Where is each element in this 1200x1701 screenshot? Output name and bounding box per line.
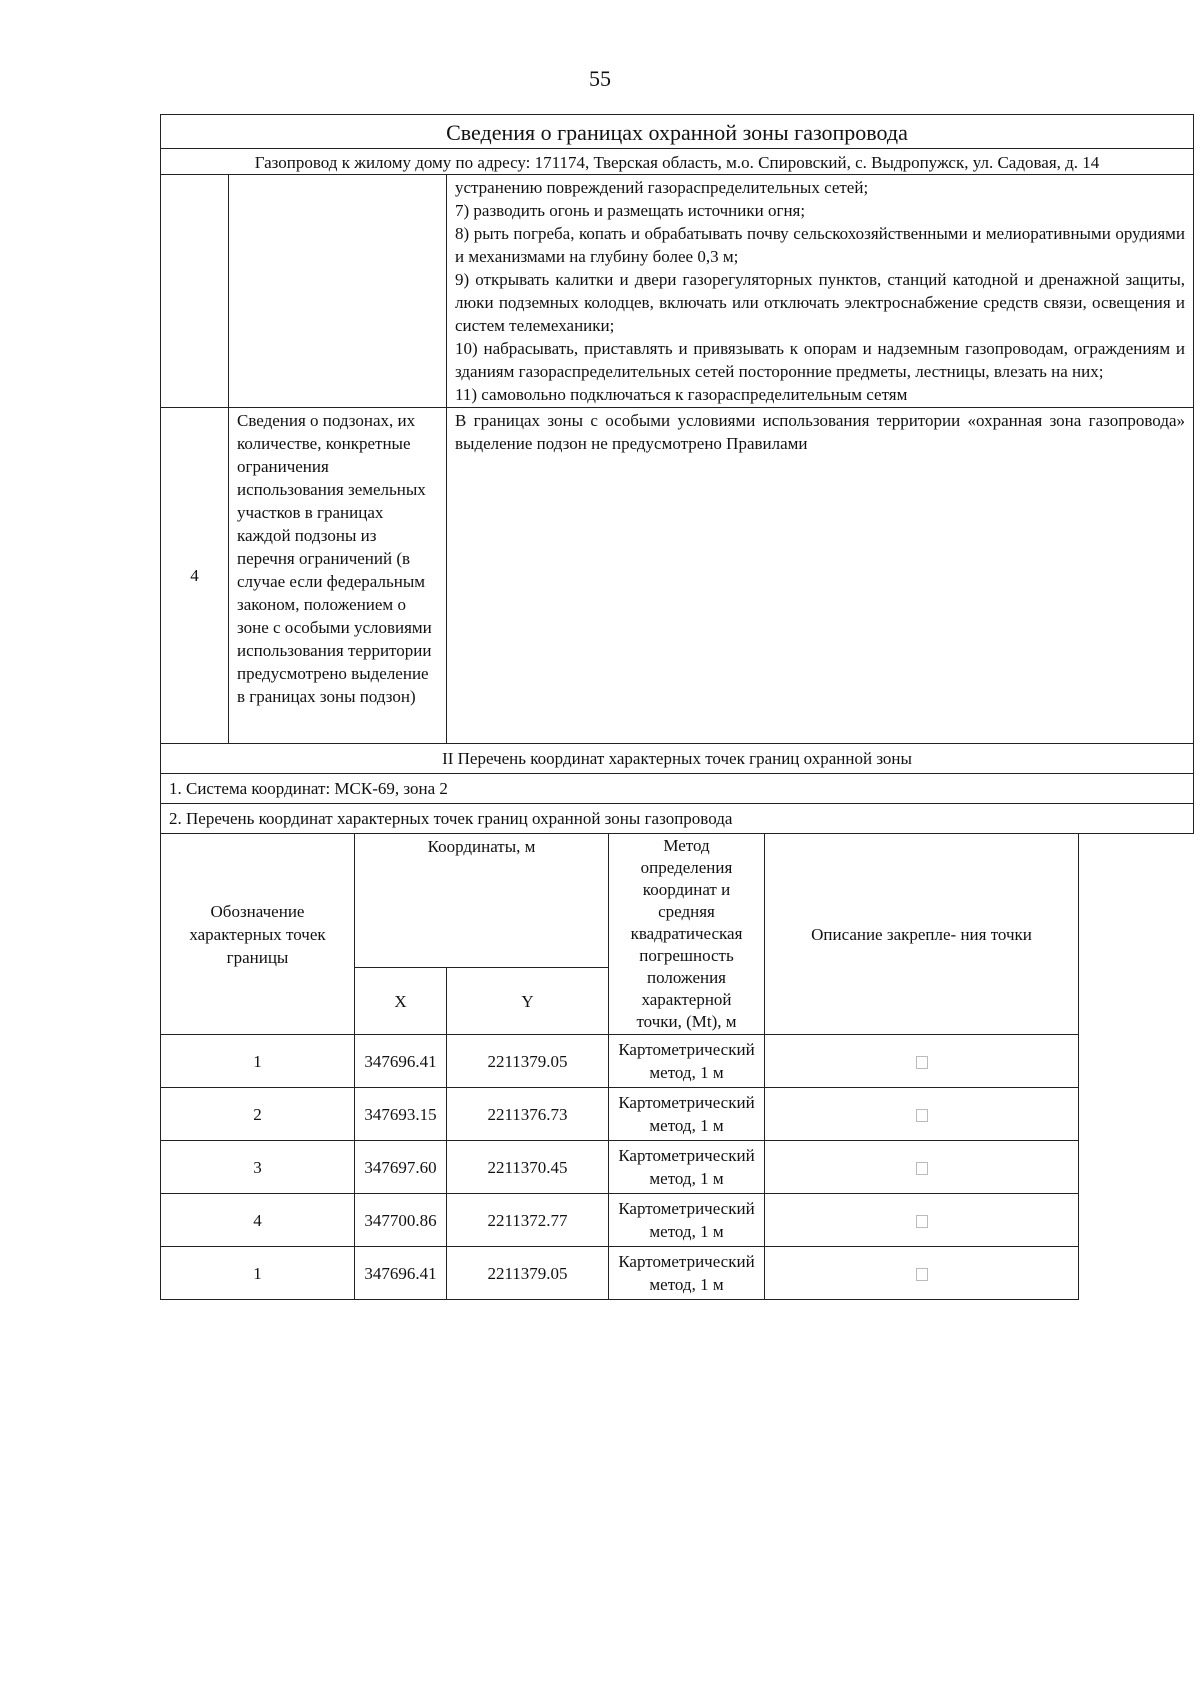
description-cell: [765, 1247, 1079, 1300]
empty-box-icon: [916, 1215, 928, 1228]
empty-box-icon: [916, 1056, 928, 1069]
protection-zone-table: [160, 114, 1194, 1300]
description-cell: [765, 1088, 1079, 1141]
subzones-label: Сведения о подзонах, их количестве, конкретные ограничения использования земельных участков в границах каждой подзоны из перечня ограничений (в случае если федеральным законом, положением о зоне с особыми условиями использования территории предусмотрено выделение в границах зоны подзон): [229, 408, 447, 744]
header-description: Описание закрепле- ния точки: [765, 834, 1079, 1035]
header-x: X: [355, 968, 447, 1035]
restriction-item: 10) набрасывать, приставлять и привязывать к опорам и надземным газопроводам, ограждениям и зданиям газораспределительных сетей посторонние предметы, лестницы, влезать на них;: [455, 339, 1186, 381]
coord-row: [161, 1141, 1194, 1194]
restriction-item: 7) разводить огонь и размещать источники огня;: [455, 201, 806, 220]
coord-system: 1. Система координат: МСК-69, зона 2: [161, 774, 1194, 804]
restrictions-row: [161, 175, 1194, 408]
coord-x: 347697.60: [355, 1141, 447, 1194]
restriction-item: 9) открывать калитки и двери газорегуляторных пунктов, станций катодной и дренажной защиты, люки подземных колодцев, включать или отключать электроснабжение средств связи, освещения и систем телемеханики;: [455, 270, 1186, 335]
coord-y: 2211379.05: [447, 1247, 609, 1300]
point-id: 4: [161, 1194, 355, 1247]
table-subtitle: Газопровод к жилому дому по адресу: 171174, Тверская область, м.о. Спировский, с. Выдропужск, ул. Садовая, д. 14: [161, 149, 1194, 175]
method: Картометрический метод, 1 м: [609, 1247, 765, 1300]
point-id: 3: [161, 1141, 355, 1194]
restriction-item: 11) самовольно подключаться к газораспределительным сетям: [455, 385, 908, 404]
subzones-row: [161, 408, 1194, 744]
row-number-empty: [161, 175, 229, 408]
method: Картометрический метод, 1 м: [609, 1035, 765, 1088]
point-id: 2: [161, 1088, 355, 1141]
header-coords: Координаты, м: [355, 834, 609, 968]
coord-y: 2211379.05: [447, 1035, 609, 1088]
header-method: Метод определения координат и средняя квадратическая погрешность положения характерной точки, (Mt), м: [609, 834, 765, 1035]
row-number: 4: [161, 408, 229, 744]
coord-x: 347693.15: [355, 1088, 447, 1141]
subtitle-row: [161, 149, 1194, 175]
subzones-value: В границах зоны с особыми условиями использования территории «охранная зона газопровода» выделение подзон не предусмотрено Правилами: [447, 408, 1194, 744]
header-y: Y: [447, 968, 609, 1035]
point-id: 1: [161, 1247, 355, 1300]
description-cell: [765, 1194, 1079, 1247]
coord-list-title-row: [161, 804, 1194, 834]
empty-box-icon: [916, 1162, 928, 1175]
section2-title: II Перечень координат характерных точек границ охранной зоны: [161, 744, 1194, 774]
empty-box-icon: [916, 1109, 928, 1122]
point-id: 1: [161, 1035, 355, 1088]
section2-row: [161, 744, 1194, 774]
coord-y: 2211370.45: [447, 1141, 609, 1194]
restrictions-list: [447, 175, 1194, 408]
restriction-item: 8) рыть погреба, копать и обрабатывать почву сельскохозяйственными и мелиоративными орудиями и механизмами на глубину более 0,3 м;: [455, 224, 1186, 266]
coord-x: 347696.41: [355, 1035, 447, 1088]
method: Картометрический метод, 1 м: [609, 1194, 765, 1247]
coord-y: 2211372.77: [447, 1194, 609, 1247]
coord-y: 2211376.73: [447, 1088, 609, 1141]
coord-x: 347696.41: [355, 1247, 447, 1300]
coord-system-row: [161, 774, 1194, 804]
coord-row: [161, 1088, 1194, 1141]
row-label-empty: [229, 175, 447, 408]
coord-list-title: 2. Перечень координат характерных точек границ охранной зоны газопровода: [161, 804, 1194, 834]
description-cell: [765, 1141, 1079, 1194]
coord-x: 347700.86: [355, 1194, 447, 1247]
table-title: Сведения о границах охранной зоны газопровода: [161, 115, 1194, 149]
page-number: 55: [589, 66, 611, 91]
method: Картометрический метод, 1 м: [609, 1141, 765, 1194]
method: Картометрический метод, 1 м: [609, 1088, 765, 1141]
coord-header-row: [161, 834, 1194, 968]
coord-row: [161, 1035, 1194, 1088]
description-cell: [765, 1035, 1079, 1088]
title-row: [161, 115, 1194, 149]
restriction-item: устранению повреждений газораспределительных сетей;: [455, 178, 869, 197]
empty-box-icon: [916, 1268, 928, 1281]
coord-row: [161, 1247, 1194, 1300]
header-point: Обозначение характерных точек границы: [161, 834, 355, 1035]
coord-row: [161, 1194, 1194, 1247]
